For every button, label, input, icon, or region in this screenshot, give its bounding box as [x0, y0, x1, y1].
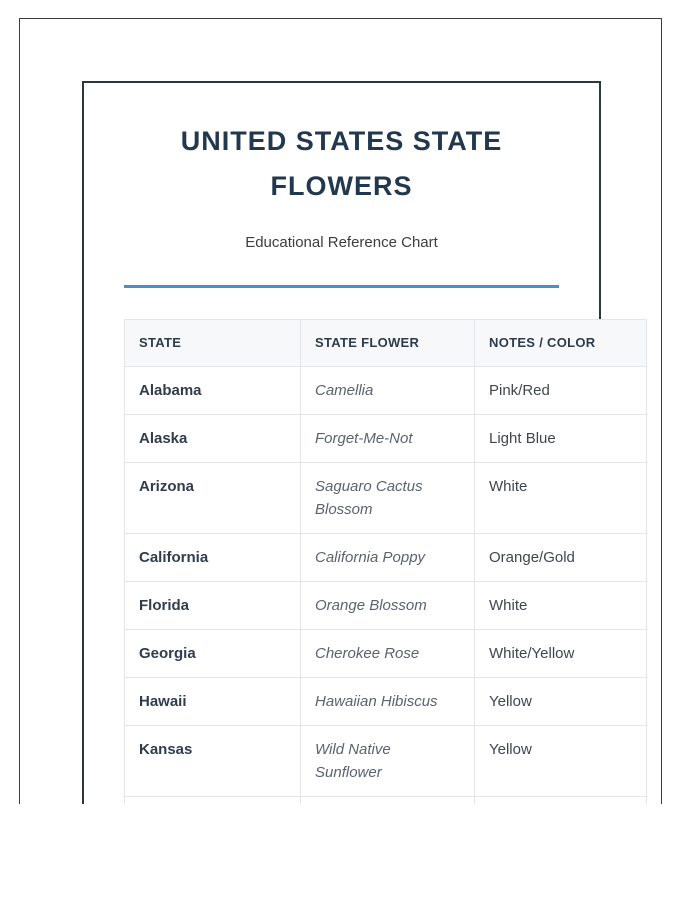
- accent-divider: [124, 285, 559, 288]
- cell-flower: Forget-Me-Not: [301, 415, 475, 463]
- cell-flower: Saguaro Cactus Blossom: [301, 463, 475, 534]
- cell-notes: White: [475, 463, 647, 534]
- clipped-partial-row: [125, 797, 647, 805]
- table-row: [125, 678, 647, 726]
- cell-notes: White: [475, 582, 647, 630]
- table-row: [125, 415, 647, 463]
- cell-empty: [475, 797, 647, 805]
- cell-flower: Cherokee Rose: [301, 630, 475, 678]
- cell-notes: Orange/Gold: [475, 534, 647, 582]
- state-flowers-table: [124, 319, 647, 804]
- table-row: [125, 463, 647, 534]
- column-header-state: STATE: [125, 320, 301, 367]
- table-header-row: [125, 320, 647, 367]
- page-title: UNITED STATES STATE FLOWERS: [180, 126, 503, 201]
- cell-empty: [125, 797, 301, 805]
- cell-notes: Yellow: [475, 726, 647, 797]
- table-row: [125, 582, 647, 630]
- table-row: [125, 726, 647, 797]
- cell-flower: Wild Native Sunflower: [301, 726, 475, 797]
- cell-state: Alabama: [125, 367, 301, 415]
- cell-notes: White/Yellow: [475, 630, 647, 678]
- cell-flower: California Poppy: [301, 534, 475, 582]
- cell-flower: Orange Blossom: [301, 582, 475, 630]
- page-subtitle: Educational Reference Chart: [245, 234, 438, 251]
- cell-notes: Light Blue: [475, 415, 647, 463]
- cell-state: Kansas: [125, 726, 301, 797]
- table-row: [125, 630, 647, 678]
- table-header: [125, 320, 647, 367]
- cell-state: Georgia: [125, 630, 301, 678]
- table-row: [125, 367, 647, 415]
- cell-flower: Hawaiian Hibiscus: [301, 678, 475, 726]
- cell-state: Alaska: [125, 415, 301, 463]
- table-body: [125, 367, 647, 805]
- cell-flower: Camellia: [301, 367, 475, 415]
- cell-state: Florida: [125, 582, 301, 630]
- cell-state: Hawaii: [125, 678, 301, 726]
- column-header-notes: NOTES / COLOR: [475, 320, 647, 367]
- cell-state: Arizona: [125, 463, 301, 534]
- document-page-frame: [19, 18, 662, 804]
- reference-chart-card: [82, 81, 601, 804]
- column-header-flower: STATE FLOWER: [301, 320, 475, 367]
- cell-notes: Pink/Red: [475, 367, 647, 415]
- table-row: [125, 534, 647, 582]
- cell-state: California: [125, 534, 301, 582]
- cell-notes: Yellow: [475, 678, 647, 726]
- cell-empty: [301, 797, 475, 805]
